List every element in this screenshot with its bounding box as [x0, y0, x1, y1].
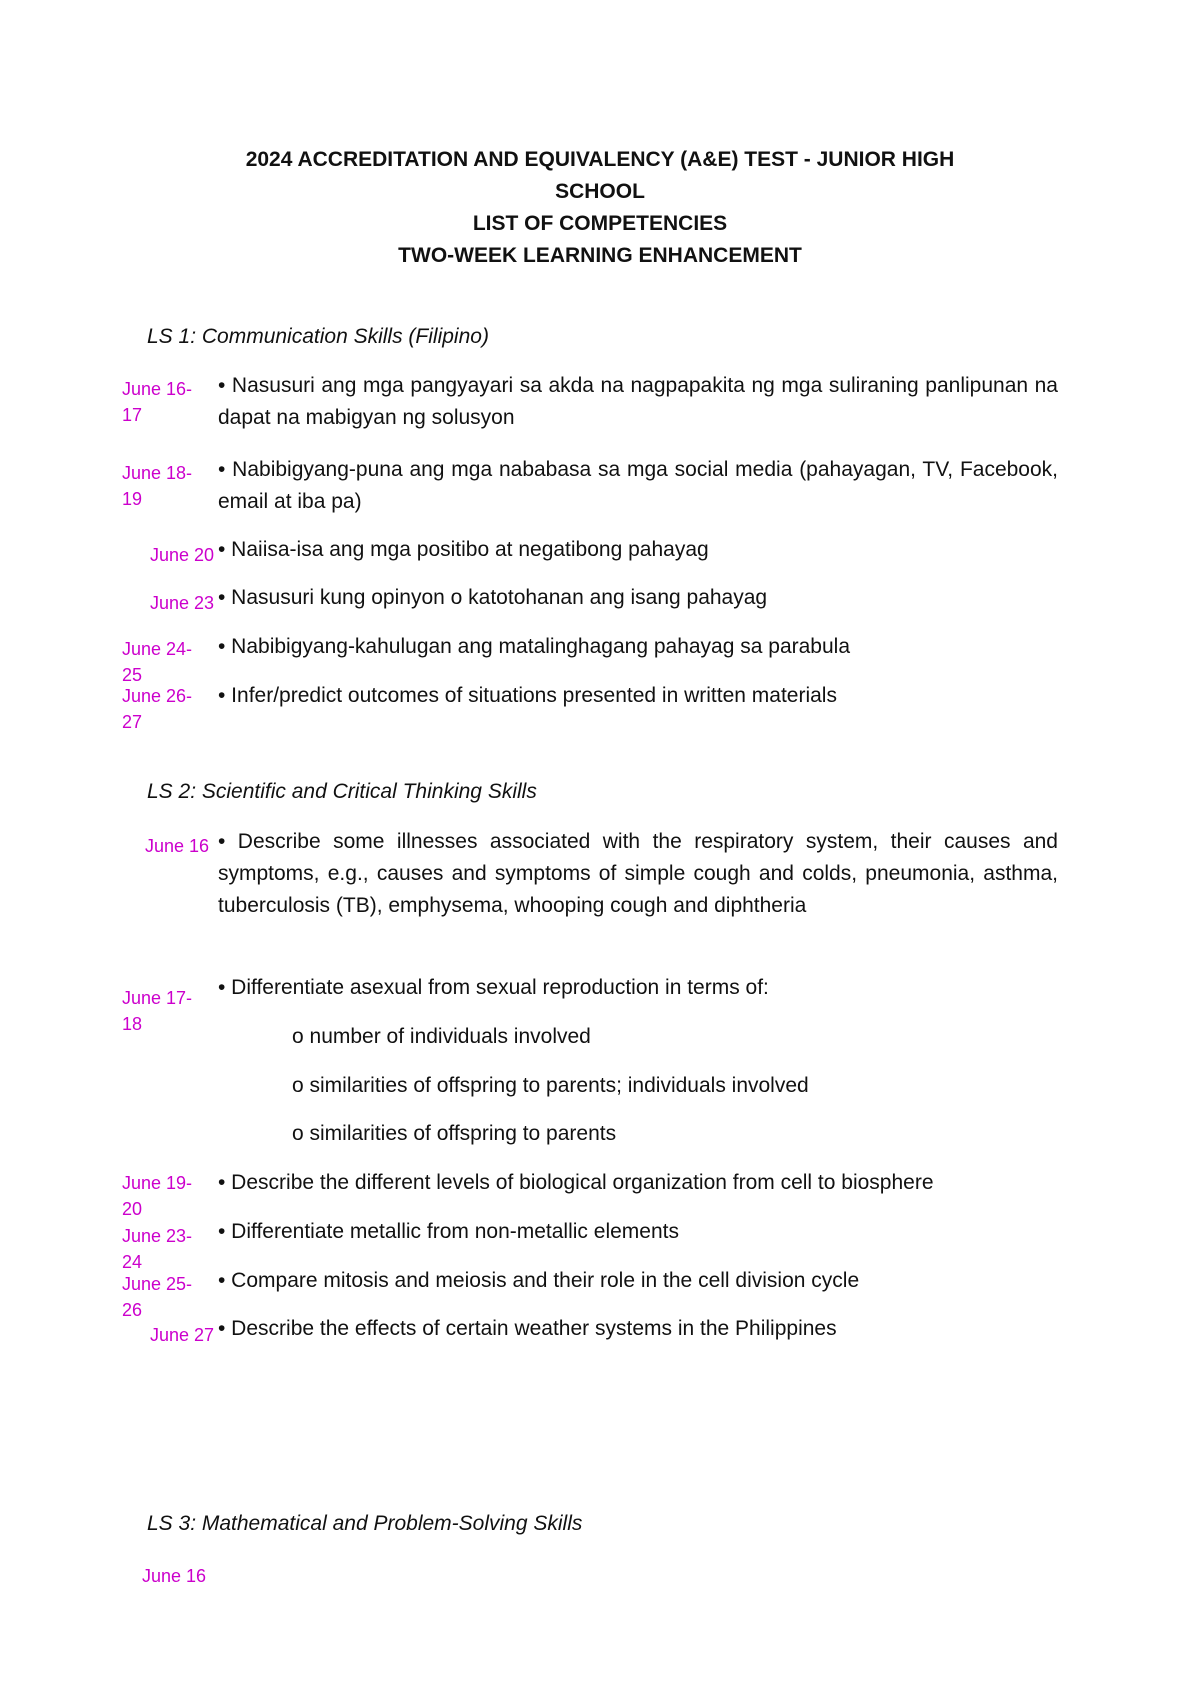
date-label: June 20 — [150, 545, 215, 565]
date-label: June 16- 17 — [122, 379, 193, 425]
date-label: June 18- 19 — [122, 463, 193, 509]
sub-item: o similarities of offspring to parents — [292, 1122, 617, 1145]
competency-item: • Compare mitosis and meiosis and their role in the cell division cycle — [218, 1269, 860, 1292]
competency-item: • Nabibigyang-puna ang mga nababasa sa mga social media (pahayagan, TV, Facebook, email at iba pa) — [218, 458, 1058, 513]
competency-item: • Nasusuri ang mga pangyayari sa akda na nagpapakita ng mga suliraning panlipunan na dapat na mabigyan ng solusyon — [218, 374, 1058, 429]
title-line: 2024 ACCREDITATION AND EQUIVALENCY (A&E) TEST - JUNIOR HIGH — [245, 148, 955, 171]
competency-item: • Nabibigyang-kahulugan ang matalinghagang pahayag sa parabula — [218, 635, 850, 658]
competency-item: • Describe the effects of certain weather systems in the Philippines — [218, 1317, 837, 1340]
ls1-heading: LS 1: Communication Skills (Filipino) — [147, 325, 489, 348]
sub-item: o similarities of offspring to parents; individuals involved — [292, 1074, 809, 1097]
date-label: June 25- 26 — [122, 1274, 193, 1320]
competency-item: • Naiisa-isa ang mga positibo at negatibong pahayag — [218, 538, 709, 561]
date-label: June 16 — [145, 836, 210, 856]
date-label: June 17- 18 — [122, 988, 193, 1034]
ls2-heading: LS 2: Scientific and Critical Thinking Skills — [147, 780, 537, 803]
competency-item: • Describe some illnesses associated with the respiratory system, their causes and symptoms, e.g., causes and symptoms of simple cough and colds, pneumonia, asthma, tuberculosis (TB), emphysema, whooping cough and diphtheria — [218, 830, 1058, 917]
sub-item: o number of individuals involved — [292, 1025, 591, 1048]
date-label: June 23 — [150, 593, 215, 613]
competency-item: • Differentiate metallic from non-metallic elements — [218, 1220, 679, 1243]
competency-item: • Describe the different levels of biological organization from cell to biosphere — [218, 1171, 934, 1194]
ls3-heading: LS 3: Mathematical and Problem-Solving Skills — [147, 1512, 583, 1535]
document-title — [0, 144, 1200, 272]
date-label: June 26- 27 — [122, 686, 193, 732]
competency-item: • Differentiate asexual from sexual reproduction in terms of: — [218, 976, 769, 999]
date-label: June 16 — [142, 1566, 207, 1586]
date-label: June 23- 24 — [122, 1226, 193, 1272]
title-line: SCHOOL — [555, 180, 645, 203]
date-label: June 19- 20 — [122, 1173, 193, 1219]
title-line: TWO-WEEK LEARNING ENHANCEMENT — [398, 244, 802, 267]
date-label: June 24- 25 — [122, 639, 193, 685]
competency-item: • Infer/predict outcomes of situations presented in written materials — [218, 684, 837, 707]
title-line: LIST OF COMPETENCIES — [472, 212, 728, 235]
date-label: June 27 — [150, 1325, 215, 1345]
competency-item: • Nasusuri kung opinyon o katotohanan ang isang pahayag — [218, 586, 768, 609]
